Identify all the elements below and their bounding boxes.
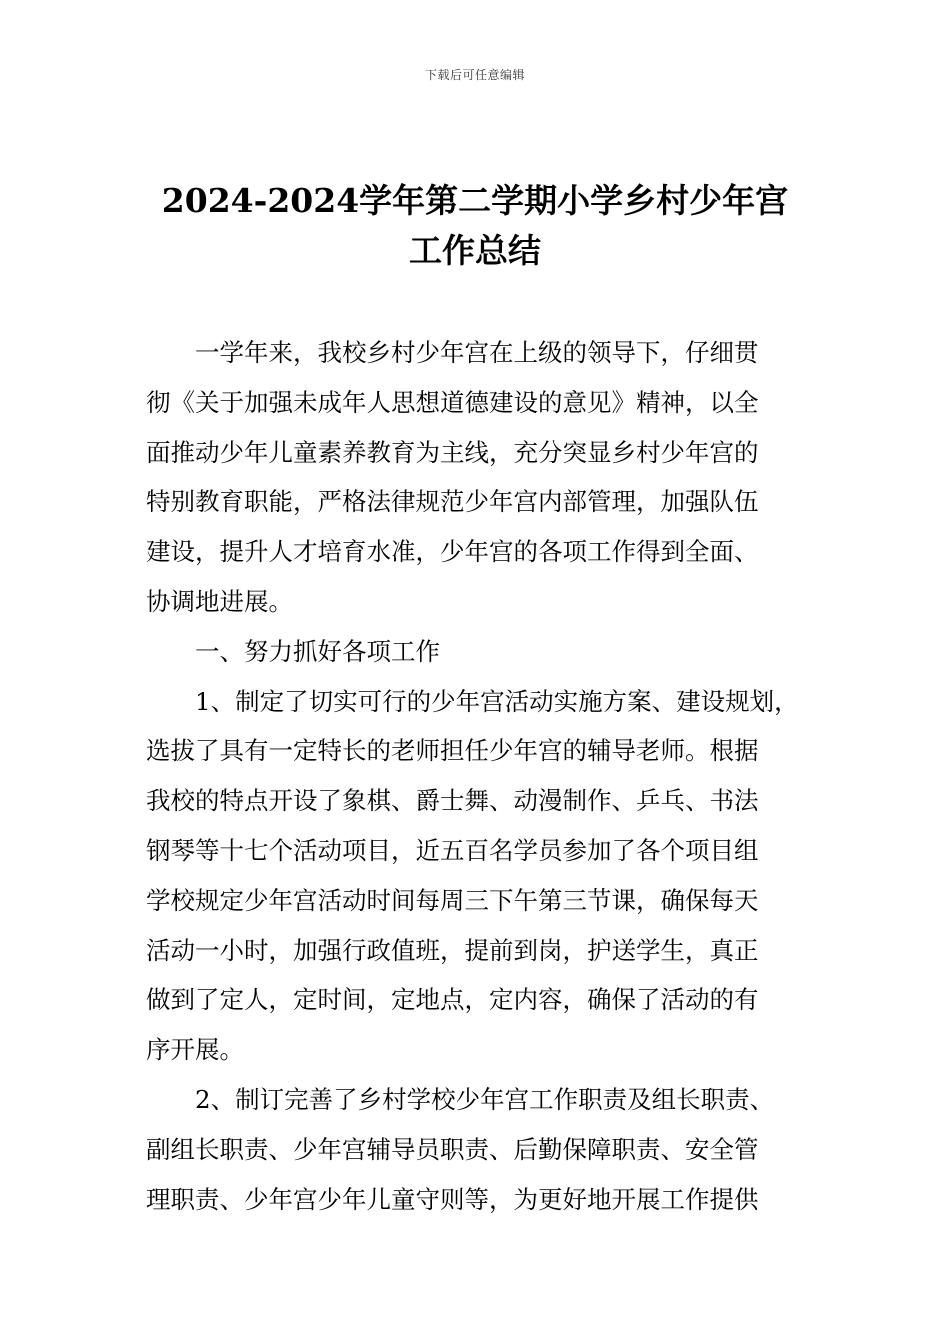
paragraph-line: 面推动少年儿童素养教育为主线，充分突显乡村少年宫的 (146, 437, 759, 467)
paragraph-line: 1、制定了切实可行的少年宫活动实施方案、建设规划， (195, 686, 799, 716)
paragraph-line: 序开展。 (146, 1035, 244, 1065)
paragraph-line: 协调地进展。 (146, 586, 293, 616)
paragraph-line: 特别教育职能，严格法律规范少年宫内部管理，加强队伍 (146, 487, 759, 517)
section-heading: 一、努力抓好各项工作 (195, 636, 440, 666)
paragraph-line: 活动一小时，加强行政值班，提前到岗，护送学生，真正 (146, 935, 759, 965)
paragraph-line: 选拔了具有一定特长的老师担任少年宫的辅导老师。根据 (146, 736, 759, 766)
title-line-2: 工作总结 (409, 231, 541, 270)
paragraph-line: 钢琴等十七个活动项目，近五百名学员参加了各个项目组 (146, 835, 759, 865)
paragraph-line: 副组长职责、少年宫辅导员职责、后勤保障职责、安全管 (146, 1134, 759, 1164)
paragraph-line: 彻《关于加强未成年人思想道德建设的意见》精神，以全 (146, 387, 759, 417)
paragraph-line: 学校规定少年宫活动时间每周三下午第三节课，确保每天 (146, 885, 759, 915)
paragraph-line: 建设，提升人才培育水准，少年宫的各项工作得到全面、 (146, 537, 759, 567)
paragraph-line: 2、制订完善了乡村学校少年宫工作职责及组长职责、 (195, 1084, 775, 1114)
title-line-1: 2024-2024学年第二学期小学乡村少年宫 (161, 181, 789, 220)
header-note: 下载后可任意编辑 (424, 68, 525, 82)
paragraph-line: 我校的特点开设了象棋、爵士舞、动漫制作、乒乓、书法 (146, 786, 759, 816)
paragraph-line: 一学年来，我校乡村少年宫在上级的领导下，仔细贯 (195, 338, 759, 367)
document-title (0, 176, 950, 276)
paragraph-line: 理职责、少年宫少年儿童守则等，为更好地开展工作提供 (146, 1184, 759, 1214)
body-text (146, 328, 836, 1224)
paragraph-line: 做到了定人，定时间，定地点，定内容，确保了活动的有 (146, 985, 759, 1015)
